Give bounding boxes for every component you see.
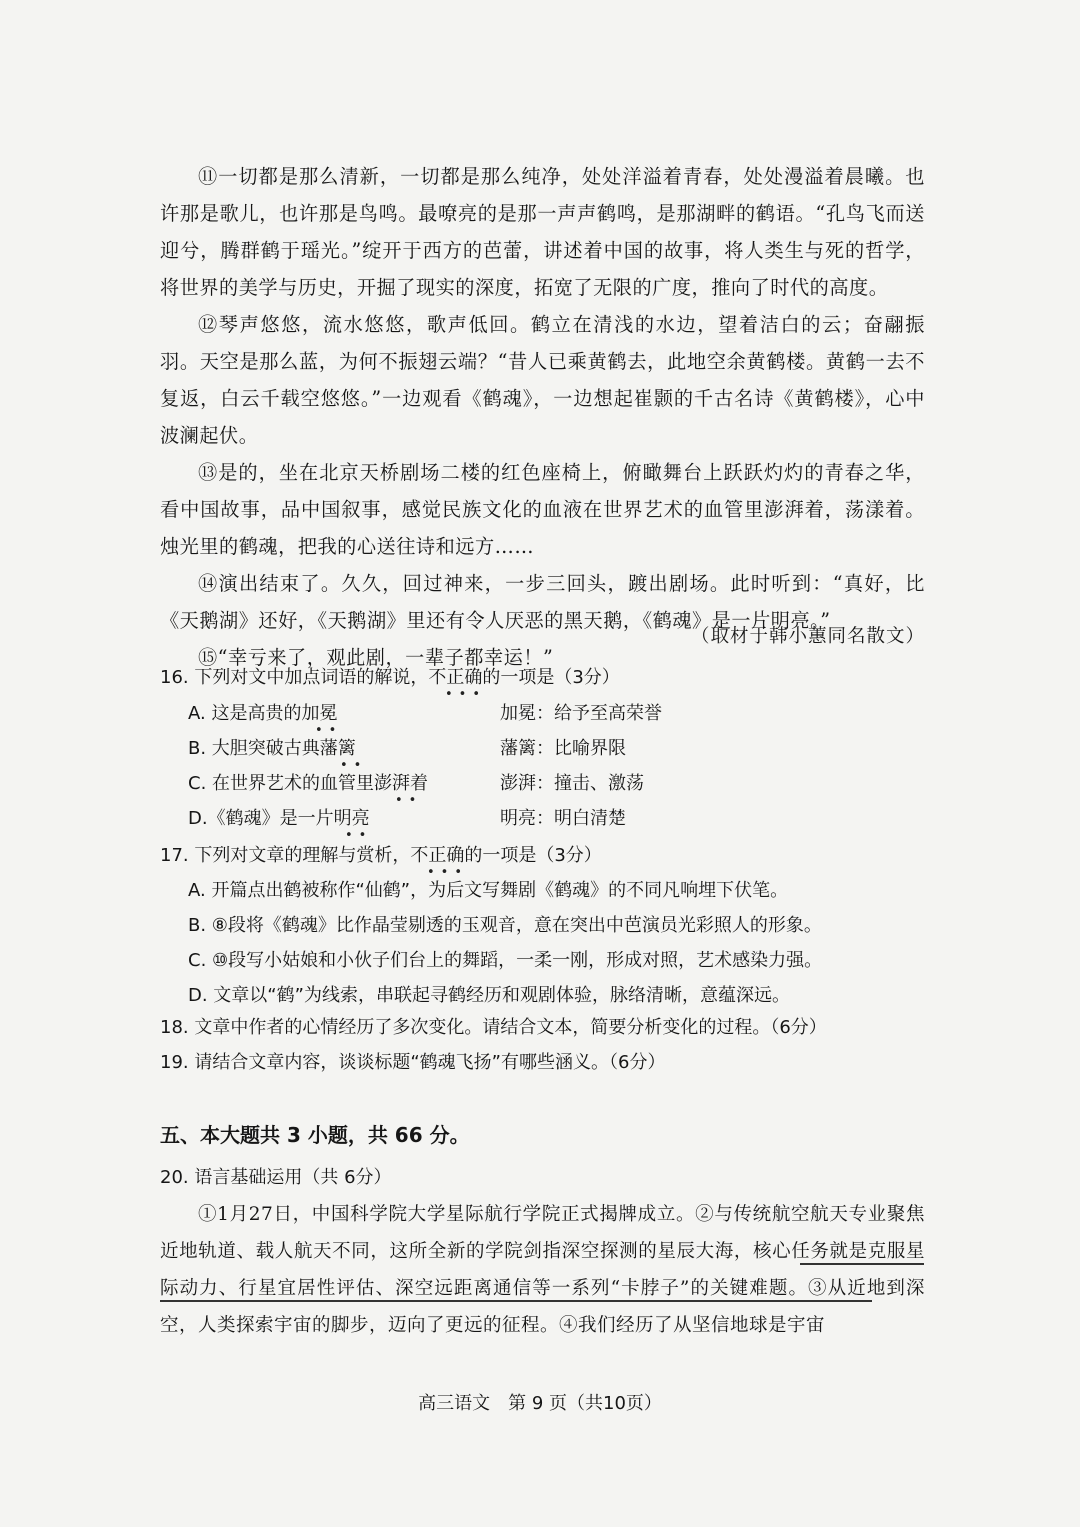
passage-body <box>160 158 925 676</box>
question-17-option-b: B. ⑧段将《鹤魂》比作晶莹剔透的玉观音，意在突出中芭演员光彩照人的形象。 <box>188 915 822 936</box>
question-17-stem: 17. 下列对文章的理解与赏析，不正确的一项是（3分） <box>160 845 602 866</box>
question-17-option-c: C. ⑩段写小姑娘和小伙子们台上的舞蹈，一柔一刚，形成对照，艺术感染力强。 <box>188 950 823 971</box>
question-16-option-a: A. 这是高贵的加冕 <box>188 703 338 724</box>
question-20-title: 20. 语言基础运用（共 6分） <box>160 1167 392 1188</box>
question-20-text: ①1月27日，中国科学院大学星际航行学院正式揭牌成立。②与传统航空航天专业聚焦近地轨道、载人航天不同，这所全新的学院剑指深空探测的星辰大海，核心任务就是克服星际动力、行星宜居性评估、深空远距离通信等一系列“卡脖子”的关键难题。③从近地到深空，人类探索宇宙的脚步，迈向了更远的征程。④我们经历了从坚信地球是宇宙 <box>160 1204 925 1336</box>
question-18: 18. 文章中作者的心情经历了多次变化。请结合文本，简要分析变化的过程。（6分） <box>160 1017 827 1038</box>
question-16-gloss-a: 加冕：给予至高荣誉 <box>500 703 662 724</box>
emphasis-dots: ••• <box>445 687 487 702</box>
emphasis-dots: •• <box>345 828 373 843</box>
question-16-option-d: D.《鹤魂》是一片明亮 <box>188 808 370 829</box>
question-17-option-d: D. 文章以“鹤”为线索，串联起寻鹤经历和观剧体验，脉络清晰，意蕴深远。 <box>188 985 790 1006</box>
paragraph-11: ⑪一切都是那么清新，一切都是那么纯净，处处洋溢着青春，处处漫溢着晨曦。也许那是歌儿，也许那是鸟鸣。最嘹亮的是那一声声鹤鸣，是那湖畔的鹤语。“孔鸟飞而送迎兮，腾群鹤于瑶光。”绽开于西方的芭蕾，讲述着中国的故事，将人类生与死的哲学，将世界的美学与历史，开掘了现实的深度，拓宽了无限的广度，推向了时代的高度。 <box>160 165 925 299</box>
page-footer: 高三语文 第 9 页（共10页） <box>418 1393 662 1414</box>
paragraph-12: ⑫琴声悠悠，流水悠悠，歌声低回。鹤立在清浅的水边，望着洁白的云；奋翮振羽。天空是那么蓝，为何不振翅云端？“昔人已乘黄鹤去，此地空余黄鹤楼。黄鹤一去不复返，白云千载空悠悠。”一边观看《鹤魂》，一边想起崔颢的千古名诗《黄鹤楼》，心中波澜起伏。 <box>160 313 925 447</box>
section-5-heading: 五、本大题共 3 小题，共 66 分。 <box>160 1123 470 1147</box>
source-note: （取材于韩小蕙同名散文） <box>690 626 925 647</box>
emphasis-dots: •• <box>340 758 368 773</box>
emphasis-dots: ••• <box>427 865 469 880</box>
text-underline <box>160 1300 872 1302</box>
question-16-gloss-d: 明亮：明白清楚 <box>500 808 626 829</box>
question-17-option-a: A. 开篇点出鹤被称作“仙鹤”，为后文写舞剧《鹤魂》的不同凡响埋下伏笔。 <box>188 880 789 901</box>
paragraph-14: ⑭演出结束了。久久，回过神来，一步三回头，踱出剧场。此时听到：“真好，比《天鹅湖》还好，《天鹅湖》里还有令人厌恶的黑天鹅，《鹤魂》是一片明亮。” <box>160 572 925 632</box>
question-16-gloss-c: 澎湃：撞击、激荡 <box>500 773 644 794</box>
emphasis-dots: •• <box>315 723 343 738</box>
question-16-option-b: B. 大胆突破古典藩篱 <box>188 738 356 759</box>
question-19: 19. 请结合文章内容，谈谈标题“鹤魂飞扬”有哪些涵义。（6分） <box>160 1052 666 1073</box>
question-16-gloss-b: 藩篱：比喻界限 <box>500 738 626 759</box>
question-16-stem: 16. 下列对文中加点词语的解说，不正确的一项是（3分） <box>160 667 620 688</box>
question-20-passage <box>160 1196 925 1344</box>
paragraph-15: ⑮“幸亏来了，观此剧，一辈子都幸运！” <box>198 646 554 669</box>
text-underline <box>800 1263 924 1265</box>
question-16-option-c: C. 在世界艺术的血管里澎湃着 <box>188 773 429 794</box>
paragraph-13: ⑬是的，坐在北京天桥剧场二楼的红色座椅上，俯瞰舞台上跃跃灼灼的青春之华，看中国故事，品中国叙事，感觉民族文化的血液在世界艺术的血管里澎湃着，荡漾着。烛光里的鹤魂，把我的心送往诗和远方…… <box>160 461 925 558</box>
emphasis-dots: •• <box>395 793 423 808</box>
